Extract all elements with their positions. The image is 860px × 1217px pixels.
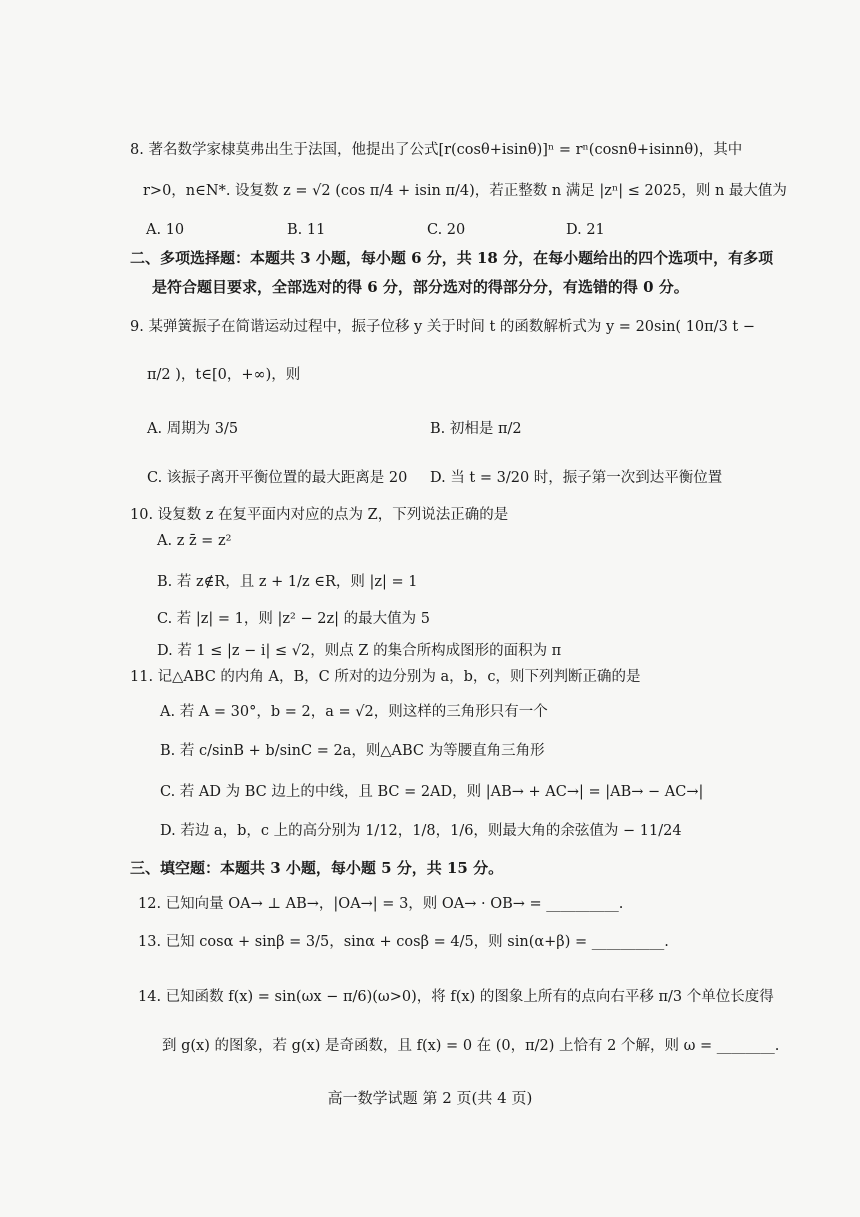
q9-option-a: A. 周期为 3/5 — [147, 421, 239, 437]
q11-option-a: A. 若 A = 30°，b = 2，a = √2，则这样的三角形只有一个 — [160, 704, 548, 720]
q8-option-b: B. 11 — [287, 222, 326, 238]
q13: 13. 已知 cosα + sinβ = 3/5，sinα + cosβ = 4/5，则 sin(α+β) = __________. — [138, 934, 669, 950]
page-footer: 高一数学试题 第 2 页(共 4 页) — [327, 1089, 533, 1107]
q11-option-b: B. 若 c/sinB + b/sinC = 2a，则△ABC 为等腰直角三角形 — [160, 743, 545, 759]
q8-line2: r>0，n∈N*. 设复数 z = √2 (cos π/4 + isin π/4)，若正整数 n 满足 |zⁿ| ≤ 2025，则 n 最大值为 — [143, 183, 787, 199]
q9-line1: 9. 某弹簧振子在简谐运动过程中，振子位移 y 关于时间 t 的函数解析式为 y = 20sin( 10π/3 t − — [130, 319, 755, 335]
q9-line2: π/2 )，t∈[0，+∞)，则 — [147, 367, 301, 383]
q11-option-d: D. 若边 a，b，c 上的高分别为 1/12，1/8，1/6，则最大角的余弦值为 − 11/24 — [160, 823, 682, 839]
q8-option-a: A. 10 — [146, 222, 185, 238]
q10-option-d: D. 若 1 ≤ |z − i| ≤ √2，则点 Z 的集合所构成图形的面积为 π — [157, 643, 562, 659]
q10-option-c: C. 若 |z| = 1，则 |z² − 2z| 的最大值为 5 — [157, 611, 430, 627]
section2-heading-line1: 二、多项选择题：本题共 3 小题，每小题 6 分，共 18 分，在每小题给出的四个选项中，有多项 — [130, 249, 774, 267]
q14-line2: 到 g(x) 的图象，若 g(x) 是奇函数，且 f(x) = 0 在 (0，π/2) 上恰有 2 个解，则 ω = ________. — [162, 1038, 780, 1054]
q10-option-a: A. z z̄ = z² — [157, 533, 232, 549]
q11-stem: 11. 记△ABC 的内角 A，B，C 所对的边分别为 a，b，c，则下列判断正确的是 — [130, 669, 641, 685]
q14-line1: 14. 已知函数 f(x) = sin(ωx − π/6)(ω>0)，将 f(x) 的图象上所有的点向右平移 π/3 个单位长度得 — [138, 989, 774, 1005]
q9-option-c: C. 该振子离开平衡位置的最大距离是 20 — [147, 470, 408, 486]
q10-option-b: B. 若 z∉R，且 z + 1/z ∈R，则 |z| = 1 — [157, 574, 418, 590]
section3-heading: 三、填空题：本题共 3 小题，每小题 5 分，共 15 分。 — [130, 859, 504, 877]
q8-option-d: D. 21 — [566, 222, 605, 238]
q11-option-c: C. 若 AD 为 BC 边上的中线，且 BC = 2AD，则 |AB→ + AC→| = |AB→ − AC→| — [160, 784, 704, 800]
section2-heading-line2: 是符合题目要求，全部选对的得 6 分，部分选对的得部分分，有选错的得 0 分。 — [152, 278, 689, 296]
q9-option-d: D. 当 t = 3/20 时，振子第一次到达平衡位置 — [430, 470, 723, 486]
q12: 12. 已知向量 OA→ ⊥ AB→，|OA→| = 3，则 OA→ · OB→ = __________. — [138, 896, 624, 912]
q10-stem: 10. 设复数 z 在复平面内对应的点为 Z，下列说法正确的是 — [130, 507, 509, 523]
q9-option-b: B. 初相是 π/2 — [430, 421, 522, 437]
q8-line1: 8. 著名数学家棣莫弗出生于法国，他提出了公式[r(cosθ+isinθ)]ⁿ = rⁿ(cosnθ+isinnθ)，其中 — [130, 142, 743, 158]
q8-option-c: C. 20 — [427, 222, 466, 238]
